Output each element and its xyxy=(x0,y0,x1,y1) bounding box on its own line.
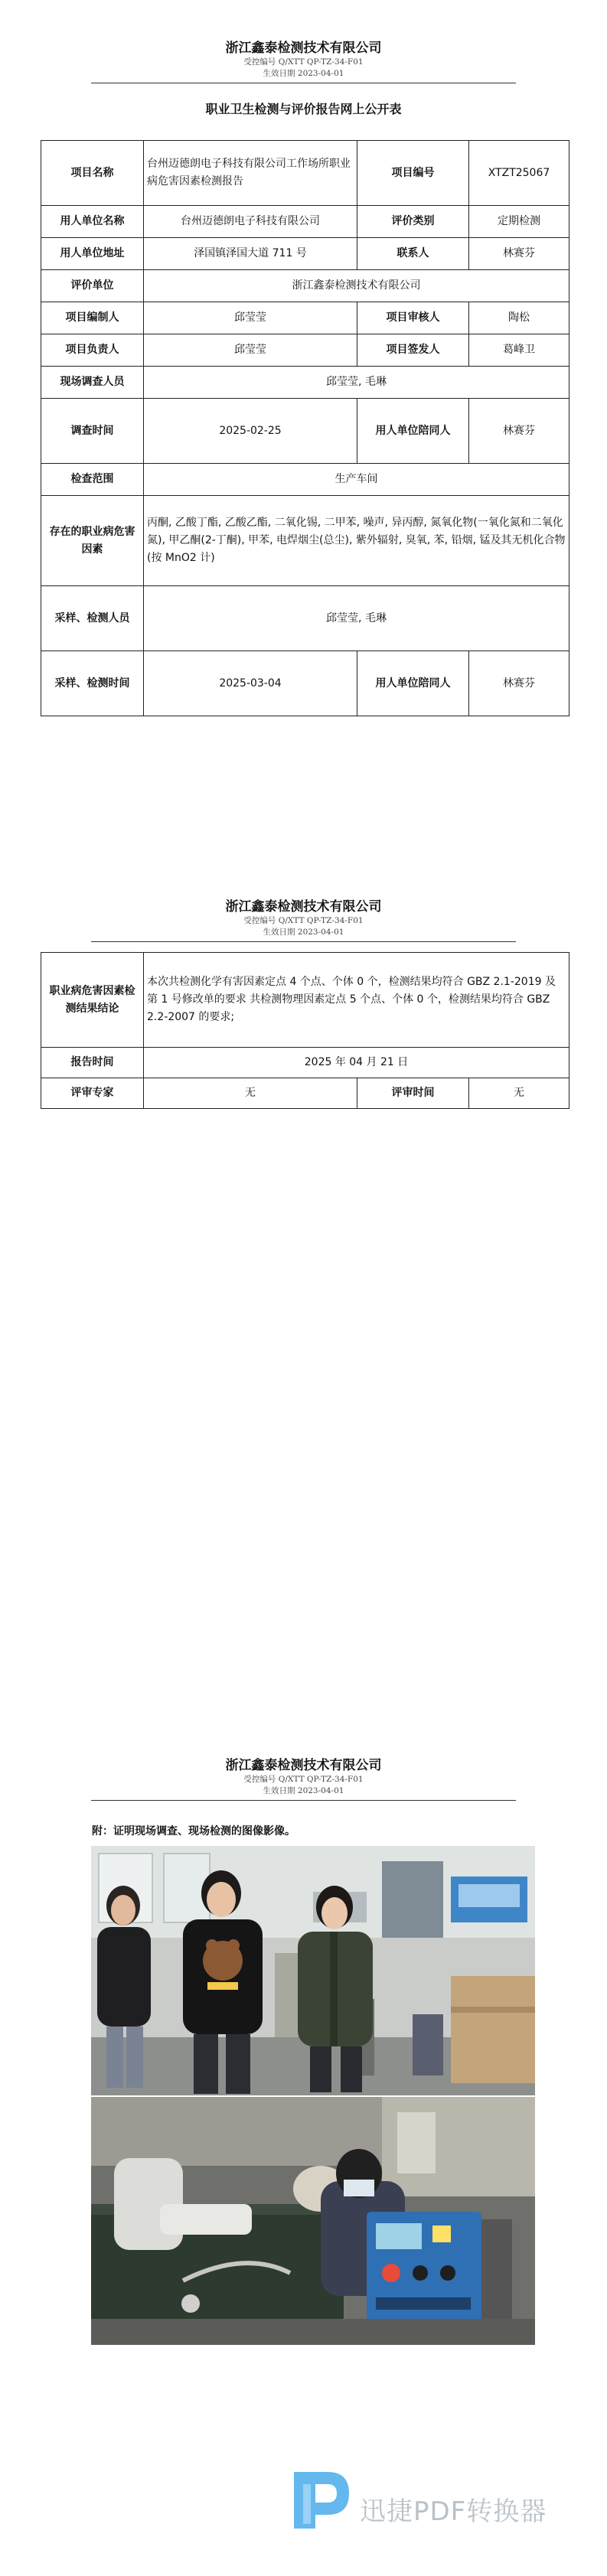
reviewer-value: 陶松 xyxy=(469,302,569,334)
page-header xyxy=(0,40,607,83)
escort-label: 用人单位陪同人 xyxy=(357,399,469,464)
escort2-label: 用人单位陪同人 xyxy=(357,651,469,716)
page-1 xyxy=(0,0,607,859)
eval-type-value: 定期检测 xyxy=(469,206,569,238)
compiler-label: 项目编制人 xyxy=(41,302,144,334)
scope-label: 检查范围 xyxy=(41,464,144,496)
disclosure-table xyxy=(41,140,569,716)
table-row xyxy=(41,302,569,334)
expert-label: 评审专家 xyxy=(41,1078,144,1109)
company-name: 浙江鑫泰检测技术有限公司 xyxy=(225,41,382,56)
table-row xyxy=(41,464,569,496)
page-3 xyxy=(0,1717,607,2576)
control-number: 受控编号 Q/XTT QP-TZ-34-F01 xyxy=(243,916,364,925)
appendix-title: 附：证明现场调查、现场检测的图像影像。 xyxy=(92,1825,295,1837)
table-row xyxy=(41,1078,569,1109)
table-row xyxy=(41,334,569,367)
samplers-label: 采样、检测人员 xyxy=(41,586,144,651)
review-time-label: 评审时间 xyxy=(357,1078,469,1109)
conclusion-value: 本次共检测化学有害因素定点 4 个点、个体 0 个，检测结果均符合 GBZ 2.1-2019 及第 1 号修改单的要求 共检测物理因素定点 5 个点、个体 0 个，检测结果均符合 GBZ 2.2-2007 的要求; xyxy=(144,953,569,1048)
project-name-value: 台州迈德朗电子科技有限公司工作场所职业病危害因素检测报告 xyxy=(144,141,357,206)
address-label: 用人单位地址 xyxy=(41,238,144,270)
control-number: 受控编号 Q/XTT QP-TZ-34-F01 xyxy=(243,1775,364,1784)
table-row xyxy=(41,367,569,399)
table-row xyxy=(41,270,569,302)
header-rule xyxy=(91,1800,516,1801)
report-time-label: 报告时间 xyxy=(41,1048,144,1078)
table-row xyxy=(41,399,569,464)
issuer-label: 项目签发人 xyxy=(357,334,469,367)
table-row xyxy=(41,496,569,586)
employer-label: 用人单位名称 xyxy=(41,206,144,238)
samplers-value: 邱莹莹, 毛琳 xyxy=(144,586,569,651)
review-time-value: 无 xyxy=(469,1078,569,1109)
table-row xyxy=(41,238,569,270)
sampling-time-value: 2025-03-04 xyxy=(144,651,357,716)
conclusion-label: 职业病危害因素检测结果结论 xyxy=(41,953,144,1048)
eval-type-label: 评价类别 xyxy=(357,206,469,238)
hazards-value: 丙酮, 乙酸丁酯, 乙酸乙酯, 二氧化锡, 二甲苯, 噪声, 异丙醇, 氮氧化物(一氧化氮和二氧化氮), 甲乙酮(2-丁酮), 甲苯, 电焊烟尘(总尘), 紫外辐射, 臭氧, 苯, 铅烟, 锰及其无机化合物(按 MnO2 计) xyxy=(144,496,569,586)
investigators-value: 邱莹莹, 毛琳 xyxy=(144,367,569,399)
scope-value: 生产车间 xyxy=(144,464,569,496)
table-row xyxy=(41,206,569,238)
table-row xyxy=(41,1048,569,1078)
company-name: 浙江鑫泰检测技术有限公司 xyxy=(225,1758,382,1773)
eval-unit-value: 浙江鑫泰检测技术有限公司 xyxy=(144,270,569,302)
project-name-label: 项目名称 xyxy=(41,141,144,206)
address-value: 泽国镇泽国大道 711 号 xyxy=(144,238,357,270)
expert-value: 无 xyxy=(144,1078,357,1109)
table-row xyxy=(41,953,569,1048)
leader-label: 项目负责人 xyxy=(41,334,144,367)
site-survey-photo xyxy=(91,1846,535,2095)
header-rule xyxy=(91,941,516,942)
effective-date: 生效日期 2023-04-01 xyxy=(263,69,344,78)
issuer-value: 葛峰卫 xyxy=(469,334,569,367)
page-2 xyxy=(0,859,607,1717)
pdf-converter-logo-icon xyxy=(289,2467,354,2532)
eval-unit-label: 评价单位 xyxy=(41,270,144,302)
site-survey-photo-image xyxy=(91,1846,535,2095)
document-title: 职业卫生检测与评价报告网上公开表 xyxy=(205,102,402,116)
page-header xyxy=(0,1757,607,1801)
effective-date: 生效日期 2023-04-01 xyxy=(263,928,344,937)
company-name: 浙江鑫泰检测技术有限公司 xyxy=(225,899,382,915)
site-sampling-photo xyxy=(91,2097,535,2345)
contact-label: 联系人 xyxy=(357,238,469,270)
escort-value: 林赛芬 xyxy=(469,399,569,464)
report-time-value: 2025 年 04 月 21 日 xyxy=(144,1048,569,1078)
hazards-label: 存在的职业病危害因素 xyxy=(41,496,144,586)
project-no-label: 项目编号 xyxy=(357,141,469,206)
conclusion-table xyxy=(41,952,569,1109)
control-number: 受控编号 Q/XTT QP-TZ-34-F01 xyxy=(243,57,364,67)
reviewer-label: 项目审核人 xyxy=(357,302,469,334)
survey-time-label: 调查时间 xyxy=(41,399,144,464)
table-row xyxy=(41,586,569,651)
page-header xyxy=(0,898,607,942)
employer-value: 台州迈德朗电子科技有限公司 xyxy=(144,206,357,238)
site-sampling-photo-image xyxy=(91,2097,535,2345)
investigators-label: 现场调查人员 xyxy=(41,367,144,399)
leader-value: 邱莹莹 xyxy=(144,334,357,367)
escort2-value: 林赛芬 xyxy=(469,651,569,716)
table-row xyxy=(41,141,569,206)
effective-date: 生效日期 2023-04-01 xyxy=(263,1786,344,1795)
sampling-time-label: 采样、检测时间 xyxy=(41,651,144,716)
project-no-value: XTZT25067 xyxy=(469,141,569,206)
contact-value: 林赛芬 xyxy=(469,238,569,270)
compiler-value: 邱莹莹 xyxy=(144,302,357,334)
table-row xyxy=(41,651,569,716)
survey-time-value: 2025-02-25 xyxy=(144,399,357,464)
watermark-text: 迅捷PDF转换器 xyxy=(360,2496,547,2527)
